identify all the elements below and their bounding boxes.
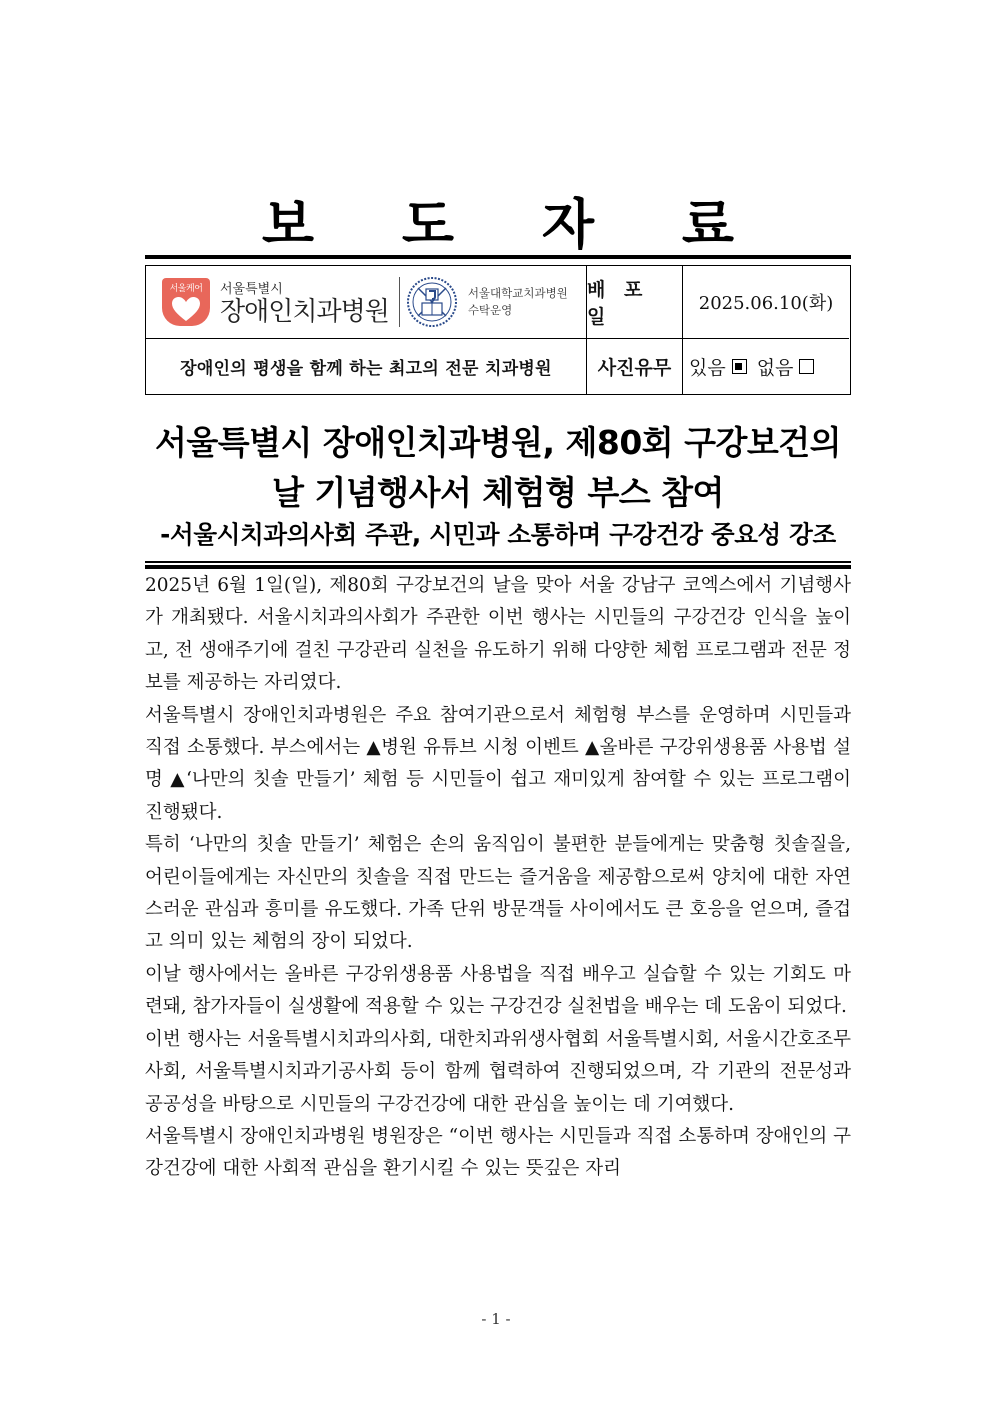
photo-options (683, 339, 849, 394)
photo-yes-checkbox[interactable] (732, 359, 747, 374)
photo-no-checkbox[interactable] (799, 359, 814, 374)
org-name: 장애인치과병원 (220, 296, 389, 327)
logo-divider (399, 277, 400, 327)
headline-divider-thin (145, 561, 851, 563)
release-date-value: 2025.06.10(화) (683, 266, 849, 339)
title-char: 자 (541, 192, 595, 256)
logo-cell (146, 266, 587, 339)
seoul-care-logo (162, 278, 210, 326)
heart-icon (171, 296, 201, 322)
paragraph: 특히 ‘나만의 칫솔 만들기’ 체험은 손의 움직임이 불편한 분들에게는 맞춤형 칫솔질을, 어린이들에게는 자신만의 칫솔을 직접 만드는 즐거움을 제공함으로써 양치에 대한 자연스러운 관심과 흥미를 유도했다. 가족 단위 방문객들 사이에서도 큰 호응을 얻으며, 즐겁고 의미 있는 체험의 장이 되었다. (145, 834, 851, 953)
title-char: 도 (401, 192, 455, 256)
title-char: 료 (681, 192, 735, 256)
headline-divider-thick (145, 565, 851, 569)
paragraph: 이날 행사에서는 올바른 구강위생용품 사용법을 직접 배우고 실습할 수 있는 기회도 마련돼, 참가자들이 실생활에 적용할 수 있는 구강건강 실천법을 배우는 데 도움이 되었다. (145, 963, 851, 1018)
header-info-table (145, 265, 851, 395)
logo-badge-text: 서울케어 (169, 284, 203, 294)
paragraph: 2025년 6월 1일(일), 제80회 구강보건의 날을 맞아 서울 강남구 코엑스에서 기념행사가 개최됐다. 서울시치과의사회가 주관한 이번 행사는 시민들의 구강건강 인식을 높이고, 전 생애주기에 걸친 구강관리 실천을 유도하기 위해 다양한 체험 프로그램과 전문 정보를 제공하는 자리였다. (145, 575, 851, 694)
headline-line-1: 서울특별시 장애인치과병원, 제80회 구강보건의 (154, 423, 842, 462)
org-city: 서울특별시 (220, 281, 283, 297)
paragraph: 서울특별시 장애인치과병원 병원장은 “이번 행사는 시민들과 직접 소통하며 장애인의 구강건강에 대한 사회적 관심을 환기시킬 수 있는 뜻깊은 자리 (145, 1125, 851, 1180)
paragraph: 이번 행사는 서울특별시치과의사회, 대한치과위생사협회 서울특별시회, 서울시간호조무사회, 서울특별시치과기공사회 등이 함께 협력하여 진행되었으며, 각 기관의 전문성과 공공성을 바탕으로 시민들의 구강건강에 대한 관심을 높이는 데 기여했다. (145, 1028, 851, 1115)
partner-role: 수탁운영 (467, 303, 513, 317)
partner-name: 서울대학교치과병원 (467, 286, 568, 300)
title-char: 보 (261, 192, 315, 256)
slogan: 장애인의 평생을 함께 하는 최고의 전문 치과병원 (146, 339, 587, 394)
headline-subtitle: -서울시치과의사회 주관, 시민과 소통하며 구강건강 중요성 강조 (160, 520, 836, 549)
photo-label: 사진유무 (587, 339, 683, 394)
hospital-name (220, 278, 389, 327)
headline-line-2: 날 기념행사서 체험형 부스 참여 (272, 473, 724, 512)
photo-no-label: 없음 (756, 357, 794, 379)
title-divider (145, 255, 851, 259)
article-body (145, 570, 851, 1186)
headline (145, 418, 851, 554)
paragraph: 서울특별시 장애인치과병원은 주요 참여기관으로서 체험형 부스를 운영하며 시민들과 직접 소통했다. 부스에서는 ▲병원 유튜브 시청 이벤트 ▲올바른 구강위생용품 사용법 설명 ▲‘나만의 칫솔 만들기’ 체험 등 시민들이 쉽고 재미있게 참여할 수 있는 프로그램이 진행됐다. (145, 704, 851, 823)
page-number: - 1 - (481, 1310, 511, 1328)
photo-yes-label: 있음 (689, 357, 726, 379)
partner-text (468, 285, 568, 319)
snu-seal-icon (406, 276, 458, 328)
document-title (145, 188, 851, 256)
release-date-label: 배 포 일 (587, 266, 683, 339)
